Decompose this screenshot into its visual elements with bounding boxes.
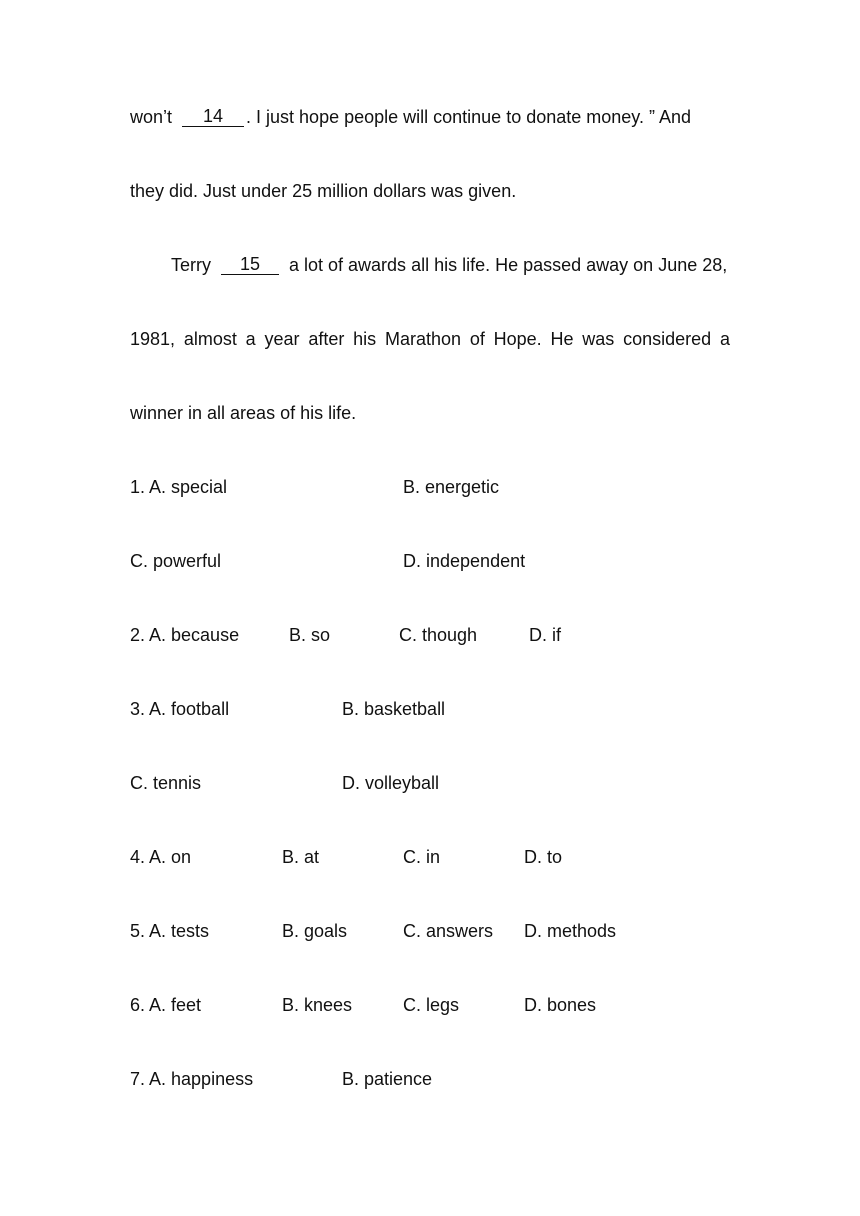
passage-text: won’t (130, 107, 173, 127)
question-5-option-a: 5. A. tests (130, 921, 210, 941)
question-4-option-d: D. to (524, 847, 563, 867)
question-2-option-a: 2. A. because (130, 625, 240, 645)
question-1-row-2 (130, 548, 735, 574)
question-2-row (130, 622, 735, 648)
passage-line-2: they did. Just under 25 million dollars was given. (130, 181, 517, 201)
question-1-option-c: C. powerful (130, 551, 222, 571)
question-1-option-d: D. independent (403, 551, 526, 571)
question-1-option-a: 1. A. special (130, 477, 228, 497)
question-3-row-1 (130, 696, 735, 722)
question-2-option-c: C. though (399, 625, 478, 645)
question-3-option-d: D. volleyball (342, 773, 440, 793)
question-5-option-d: D. methods (524, 921, 617, 941)
question-6-option-b: B. knees (282, 995, 353, 1015)
question-4-option-a: 4. A. on (130, 847, 192, 867)
passage-text: a lot of awards all his life. He passed away on June 28, (289, 255, 728, 275)
question-5-row (130, 918, 735, 944)
question-3-option-b: B. basketball (342, 699, 446, 719)
passage-text: Terry (171, 255, 211, 275)
question-7-option-a: 7. A. happiness (130, 1069, 254, 1089)
question-7-option-b: B. patience (342, 1069, 433, 1089)
question-7-row (130, 1066, 735, 1092)
passage-line-1 (130, 104, 735, 130)
question-3-option-c: C. tennis (130, 773, 202, 793)
question-3-option-a: 3. A. football (130, 699, 230, 719)
question-2-option-b: B. so (289, 625, 331, 645)
passage-line-3 (130, 252, 735, 278)
question-6-row (130, 992, 735, 1018)
question-6-option-d: D. bones (524, 995, 597, 1015)
question-1-row-1 (130, 474, 735, 500)
question-5-option-b: B. goals (282, 921, 348, 941)
passage-text: . I just hope people will continue to donate money. ” And (246, 107, 691, 127)
passage-line-4: 1981, almost a year after his Marathon of Hope. He was considered a (130, 329, 730, 349)
question-4-row (130, 844, 735, 870)
question-6-option-c: C. legs (403, 995, 460, 1015)
passage-line-5: winner in all areas of his life. (130, 403, 357, 423)
question-6-option-a: 6. A. feet (130, 995, 202, 1015)
answer-blank-15: 15 (221, 254, 279, 275)
question-1-option-b: B. energetic (403, 477, 500, 497)
question-2-option-d: D. if (529, 625, 562, 645)
question-5-option-c: C. answers (403, 921, 494, 941)
answer-blank-14: 14 (182, 106, 244, 127)
question-3-row-2 (130, 770, 735, 796)
question-4-option-c: C. in (403, 847, 441, 867)
question-4-option-b: B. at (282, 847, 320, 867)
